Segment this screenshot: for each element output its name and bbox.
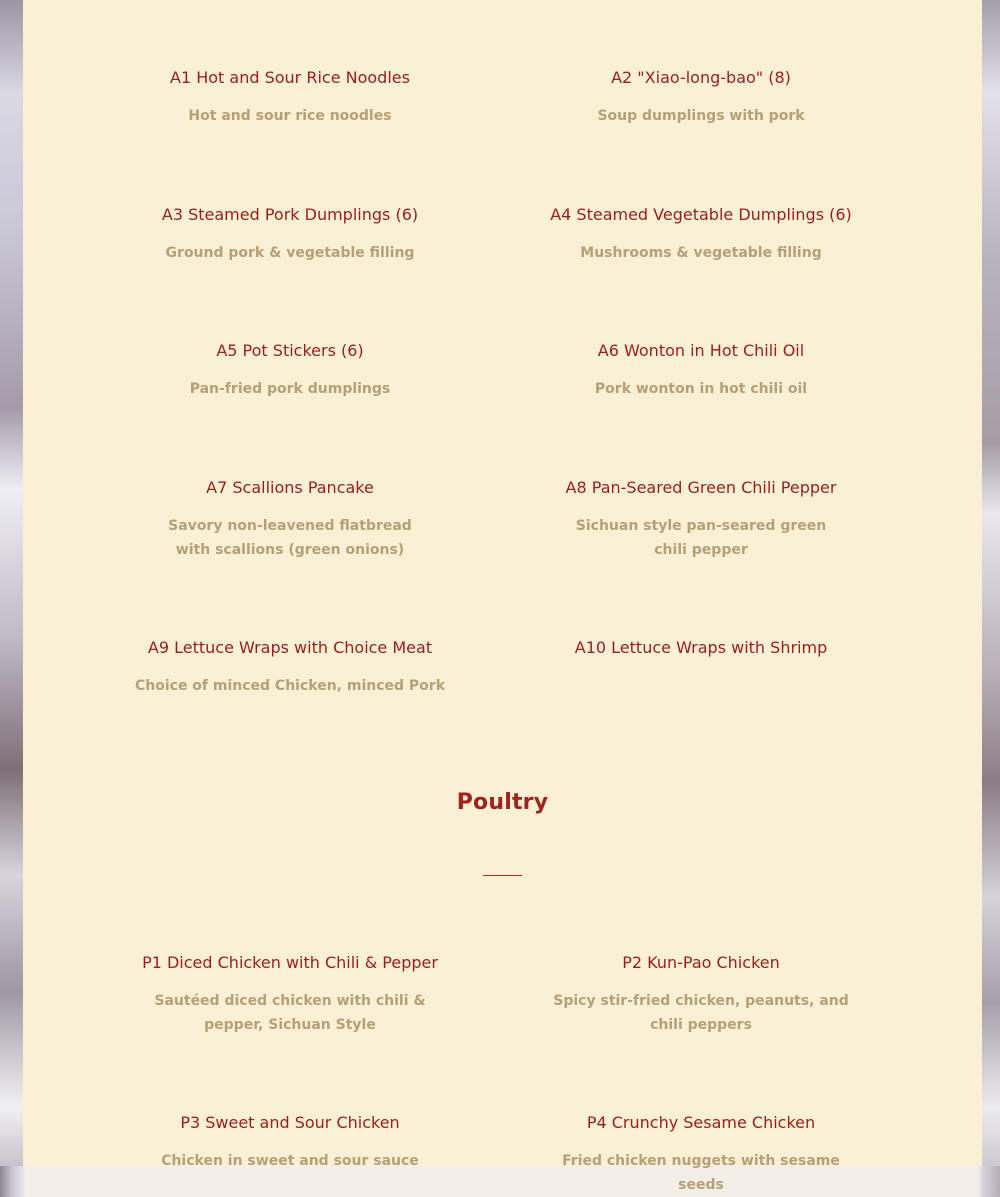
menu-item-description: Ground pork & vegetable filling <box>165 245 415 261</box>
menu-item-description: Hot and sour rice noodles <box>188 108 392 124</box>
menu-item-title: A2 "Xiao-long-bao" (8) <box>611 68 791 87</box>
menu-item-description: Sautéed diced chicken with chili & pepper, Sichuan Style <box>154 993 426 1033</box>
menu-item-p3 <box>120 1113 460 1173</box>
menu-item-title: P2 Kun-Pao Chicken <box>622 953 780 972</box>
menu-item-p2 <box>531 953 871 1037</box>
menu-item-title: A5 Pot Stickers (6) <box>216 341 364 360</box>
menu-item-a9 <box>120 638 460 698</box>
menu-item-a10 <box>531 638 871 658</box>
left-decorative-backdrop <box>0 0 23 1166</box>
menu-item-description: Sichuan style pan-seared green chili pepper <box>575 518 827 558</box>
menu-item-a2 <box>531 68 871 128</box>
menu-item-title: A9 Lettuce Wraps with Choice Meat <box>147 638 433 657</box>
menu-item-a4 <box>531 205 871 265</box>
menu-panel <box>23 0 982 1193</box>
menu-item-title: P4 Crunchy Sesame Chicken <box>586 1113 816 1132</box>
menu-item-p1 <box>120 953 460 1037</box>
menu-item-p4 <box>531 1113 871 1197</box>
menu-item-a6 <box>531 341 871 401</box>
menu-item-description: Pork wonton in hot chili oil <box>594 381 808 397</box>
menu-item-description: Mushrooms & vegetable filling <box>580 245 822 261</box>
menu-item-a1 <box>120 68 460 128</box>
menu-item-description: Chicken in sweet and sour sauce <box>161 1153 419 1169</box>
menu-item-title: A7 Scallions Pancake <box>206 478 374 497</box>
menu-item-description: Spicy stir-fried chicken, peanuts, and chili peppers <box>553 993 849 1033</box>
menu-item-a3 <box>120 205 460 265</box>
menu-item-description: Fried chicken nuggets with sesame seeds <box>562 1153 840 1193</box>
menu-item-title: P1 Diced Chicken with Chili & Pepper <box>142 953 438 972</box>
menu-item-title: A6 Wonton in Hot Chili Oil <box>597 341 805 360</box>
menu-item-description: Savory non-leavened flatbread with scallions (green onions) <box>168 518 412 558</box>
menu-item-title: A8 Pan-Seared Green Chili Pepper <box>565 478 837 497</box>
section-title-poultry: Poultry <box>456 790 549 815</box>
right-decorative-backdrop <box>982 0 1000 1166</box>
menu-item-a7 <box>120 478 460 562</box>
menu-item-title: P3 Sweet and Sour Chicken <box>180 1113 400 1132</box>
menu-item-description: Pan-fried pork dumplings <box>189 381 391 397</box>
menu-item-title: A4 Steamed Vegetable Dumplings (6) <box>550 205 852 224</box>
menu-item-title: A1 Hot and Sour Rice Noodles <box>170 68 410 87</box>
section-divider <box>483 875 522 876</box>
menu-item-description: Choice of minced Chicken, minced Pork <box>134 678 446 694</box>
menu-item-a8 <box>531 478 871 562</box>
menu-item-a5 <box>120 341 460 401</box>
menu-item-description: Soup dumplings with pork <box>597 108 805 124</box>
menu-item-title: A10 Lettuce Wraps with Shrimp <box>574 638 828 657</box>
menu-item-title: A3 Steamed Pork Dumplings (6) <box>161 205 419 224</box>
